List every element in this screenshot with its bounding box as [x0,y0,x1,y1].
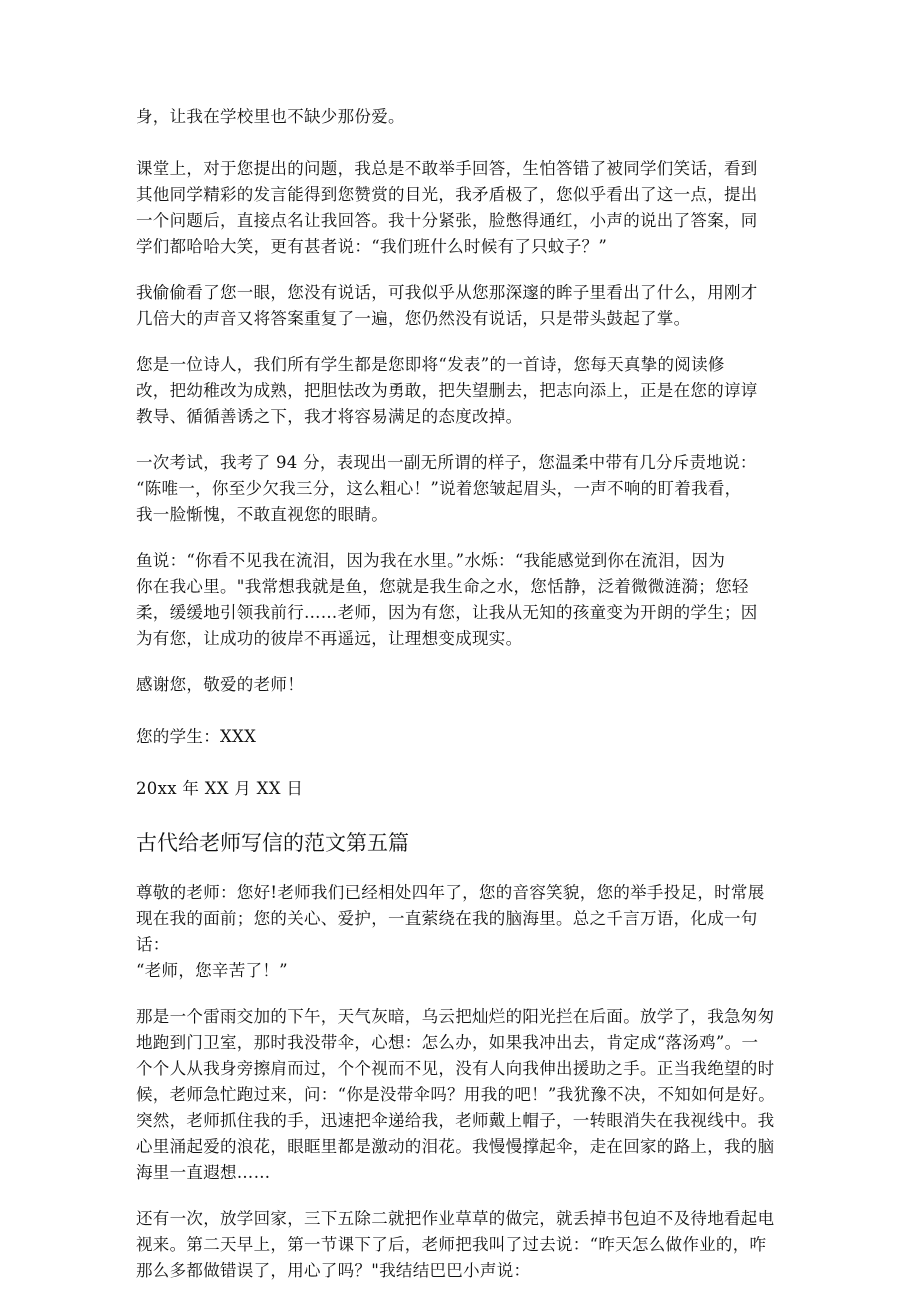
paragraph [136,880,786,984]
section-title: 古代给老师写信的范文第五篇 [136,831,409,855]
document-body [136,104,786,1304]
text-line: 那是一个雷雨交加的下午，天气灰暗，乌云把灿烂的阳光拦在后面。放学了，我急匆匆 [136,1007,775,1026]
paragraph [136,724,786,750]
text-line: 课堂上，对于您提出的问题，我总是不敢举手回答，生怕答错了被同学们笑话，看到 [136,159,758,178]
text-line: 您的学生：XXX [136,727,257,746]
text-line: 学们都哈哈大笑，更有甚者说：“我们班什么时候有了只蚊子？” [136,237,608,256]
letter-continuation [136,104,786,802]
paragraph [136,352,786,430]
text-line: 话： [136,935,170,954]
text-line: 教导、循循善诱之下，我才将容易满足的态度改掉。 [136,407,523,426]
text-line: 尊敬的老师：您好!老师我们已经相处四年了，您的音容笑貌，您的举手投足，时常展 [136,883,765,902]
letter-five [136,880,786,1284]
text-line: 个个人从我身旁擦肩而过，个个视而不见，没有人向我伸出援助之手。正当我绝望的时 [136,1059,775,1078]
text-line: 一次考试，我考了 94 分，表现出一副无所谓的样子，您温柔中带有几分斥责地说： [136,453,757,472]
text-line: 为有您，让成功的彼岸不再遥远，让理想变成现实。 [136,629,523,648]
paragraph [136,672,786,698]
text-line: 我偷偷看了您一眼，您没有说话，可我似乎从您那深邃的眸子里看出了什么，用刚才 [136,283,758,302]
text-line: 那么多都做错误了，用心了吗？"我结结巴巴小声说： [136,1261,531,1280]
text-line: 突然，老师抓住我的手，迅速把伞递给我，老师戴上帽子，一转眼消失在我视线中。我 [136,1111,775,1130]
text-line: 一个问题后，直接点名让我回答。我十分紧张，脸憋得通红，小声的说出了答案，同 [136,211,758,230]
text-line: “陈唯一，你至少欠我三分，这么粗心！”说着您皱起眉头，一声不响的盯着我看， [136,479,742,498]
paragraph [136,156,786,260]
paragraph [136,450,786,528]
text-line: 地跑到门卫室，那时我没带伞，心想：怎么办，如果我冲出去，肯定成“落汤鸡”。一 [136,1033,759,1052]
text-line: 您是一位诗人，我们所有学生都是您即将“发表”的一首诗，您每天真挚的阅读修 [136,355,725,374]
text-line: 现在我的面前；您的关心、爱护，一直萦绕在我的脑海里。总之千言万语，化成一句 [136,909,758,928]
text-line: 20xx 年 XX 月 XX 日 [136,779,304,798]
paragraph [136,1004,786,1186]
text-line: 心里涌起爱的浪花，眼眶里都是激动的泪花。我慢慢撑起伞，走在回家的路上，我的脑 [136,1137,775,1156]
paragraph [136,280,786,332]
text-line: 几倍大的声音又将答案重复了一遍，您仍然没有说话，只是带头鼓起了掌。 [136,309,691,328]
text-line: 我一脸惭愧，不敢直视您的眼睛。 [136,505,388,524]
text-line: 候，老师急忙跑过来，问：“你是没带伞吗？用我的吧！”我犹豫不决，不知如何是好。 [136,1085,776,1104]
paragraph [136,1206,786,1284]
text-line: 柔，缓缓地引领我前行……老师，因为有您，让我从无知的孩童变为开朗的学生；因 [136,603,758,622]
text-line: 海里一直遐想…… [136,1163,271,1182]
text-line: 你在我心里。"我常想我就是鱼，您就是我生命之水，您恬静，泛着微微涟漪；您轻 [136,577,749,596]
text-line: 其他同学精彩的发言能得到您赞赏的目光，我矛盾极了，您似乎看出了这一点，提出 [136,185,758,204]
text-line: 鱼说：“你看不见我在流泪，因为我在水里。”水烁：“我能感觉到你在流泪，因为 [136,551,726,570]
paragraph [136,104,786,130]
text-line: 身，让我在学校里也不缺少那份爱。 [136,107,405,126]
text-line: 改，把幼稚改为成熟，把胆怯改为勇敢，把失望删去，把志向添上，正是在您的谆谆 [136,381,758,400]
paragraph [136,776,786,802]
text-line: 还有一次，放学回家，三下五除二就把作业草草的做完，就丢掉书包迫不及待地看起电 [136,1209,775,1228]
text-line: 感谢您，敬爱的老师！ [136,675,304,694]
paragraph [136,548,786,652]
text-line: “老师，您辛苦了！” [136,961,288,980]
text-line: 视来。第二天早上，第一节课下了后，老师把我叫了过去说：“昨天怎么做作业的，咋 [136,1235,767,1254]
